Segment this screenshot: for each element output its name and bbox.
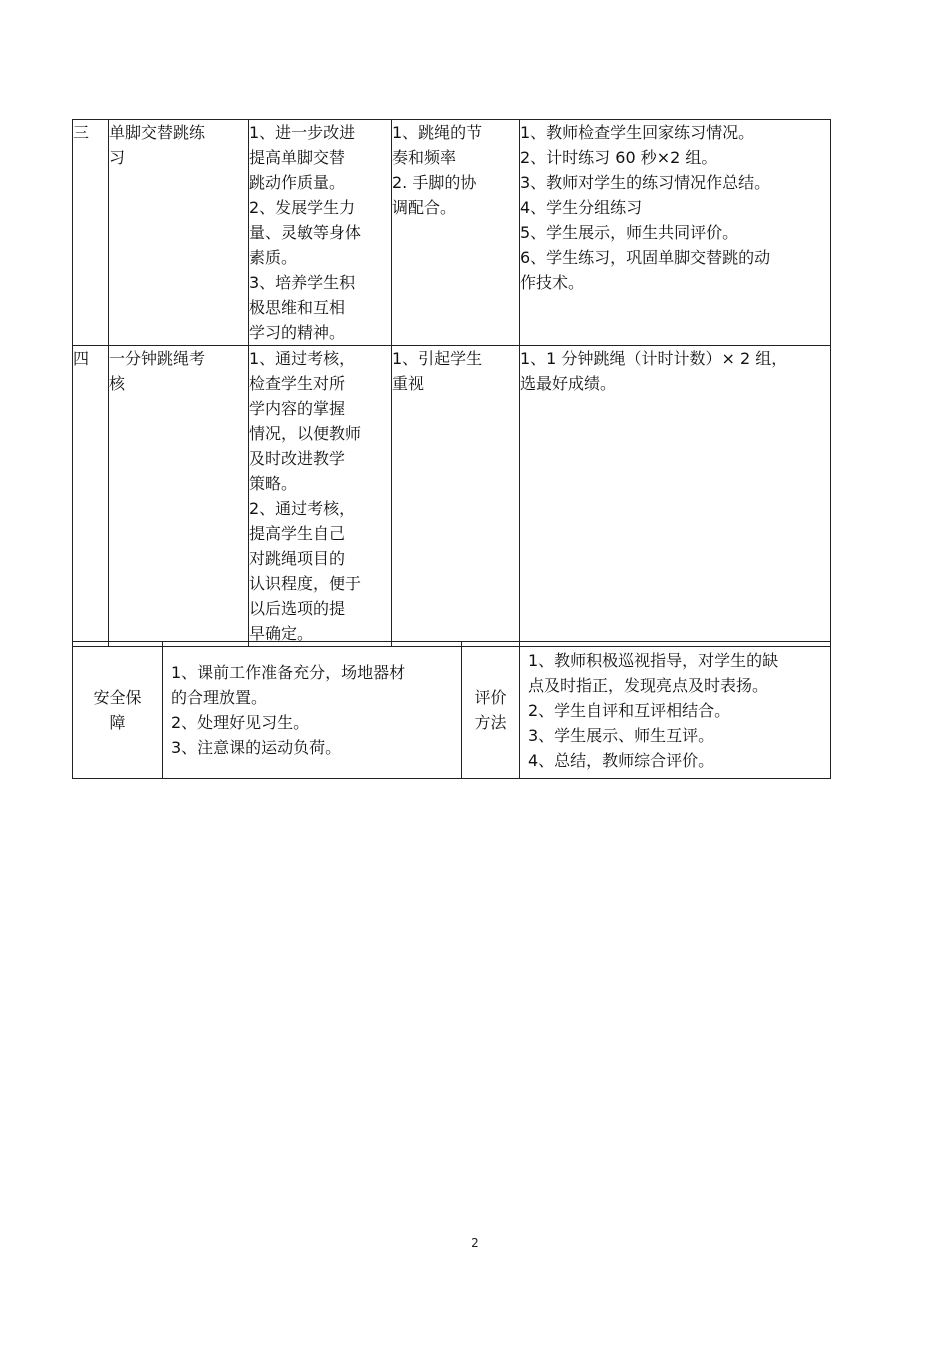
goal-line: 情况，以便教师 [249, 424, 362, 443]
row-number: 三 [73, 123, 90, 142]
content-cell [109, 346, 249, 647]
method-line: 1、教师检查学生回家练习情况。 [520, 123, 755, 142]
evaluation-item-line: 点及时指正，发现亮点及时表扬。 [528, 675, 769, 695]
evaluation-item-line: 1、教师积极巡视指导，对学生的缺 [528, 650, 779, 670]
safety-item-line: 3、注意课的运动负荷。 [171, 738, 342, 757]
key-line: 1、引起学生 [392, 349, 483, 368]
goal-line: 跳动作质量。 [249, 173, 346, 192]
key-line: 奏和频率 [392, 148, 457, 167]
safety-label-line: 安全保 [93, 688, 142, 707]
evaluation-label-line: 评价 [474, 688, 507, 707]
evaluation-label-line: 方法 [474, 713, 507, 732]
key-line: 1、跳绳的节 [392, 123, 483, 142]
goal-line: 素质。 [249, 248, 298, 267]
content-cell [109, 120, 249, 346]
goal-line: 1、进一步改进 [249, 123, 356, 142]
safety-item-line: 的合理放置。 [171, 688, 268, 707]
goal-line: 提高学生自己 [249, 524, 346, 543]
goal-line: 及时改进教学 [249, 449, 346, 468]
goal-line: 1、通过考核， [249, 349, 356, 368]
lesson-table [72, 119, 831, 647]
key-line: 重视 [392, 374, 425, 393]
method-line: 作技术。 [520, 273, 585, 292]
method-line: 1、1 分钟跳绳（计时计数）× 2 组， [520, 349, 788, 368]
table-row [73, 120, 831, 346]
method-line: 2、计时练习 60 秒×2 组。 [520, 148, 718, 167]
evaluation-item-line: 3、学生展示、师生互评。 [528, 725, 715, 745]
safety-items-cell [163, 642, 462, 779]
goal-line: 早确定。 [249, 624, 314, 643]
safety-item-line: 1、课前工作准备充分，场地器材 [171, 663, 406, 682]
method-cell [520, 120, 831, 346]
evaluation-item-line: 2、学生自评和互评相结合。 [528, 700, 731, 720]
safety-label-line: 障 [109, 713, 126, 732]
method-line: 选最好成绩。 [520, 374, 617, 393]
content-line: 核 [109, 374, 126, 393]
goal-line: 2、通过考核， [249, 499, 356, 518]
method-line: 4、学生分组练习 [520, 198, 643, 217]
key-line: 2. 手脚的协 [392, 173, 477, 192]
goal-line: 3、培养学生积 [249, 273, 356, 292]
goal-line: 学内容的掌握 [249, 399, 346, 418]
evaluation-items-cell [520, 642, 831, 779]
key-line: 调配合。 [392, 198, 457, 217]
goal-line: 策略。 [249, 474, 298, 493]
method-line: 3、教师对学生的练习情况作总结。 [520, 173, 771, 192]
table-row [73, 346, 831, 647]
safety-item-line: 2、处理好见习生。 [171, 713, 310, 732]
content-line: 一分钟跳绳考 [109, 349, 206, 368]
goal-line: 提高单脚交替 [249, 148, 346, 167]
goal-line: 学习的精神。 [249, 323, 346, 342]
evaluation-label-cell [462, 642, 520, 779]
method-line: 6、学生练习，巩固单脚交替跳的动 [520, 248, 771, 267]
key-points-cell [392, 346, 520, 647]
evaluation-item-line: 4、总结，教师综合评价。 [528, 750, 715, 770]
goal-line: 检查学生对所 [249, 374, 346, 393]
safety-label-cell [73, 642, 163, 779]
goals-cell [249, 346, 392, 647]
goal-line: 2、发展学生力 [249, 198, 356, 217]
safety-evaluation-table [72, 641, 831, 779]
content-line: 习 [109, 148, 126, 167]
method-line: 5、学生展示，师生共同评价。 [520, 223, 739, 242]
goal-line: 极思维和互相 [249, 298, 346, 317]
goal-line: 对跳绳项目的 [249, 549, 346, 568]
row-number: 四 [73, 349, 90, 368]
key-points-cell [392, 120, 520, 346]
goals-cell [249, 120, 392, 346]
goal-line: 以后选项的提 [249, 599, 346, 618]
page-number: 2 [471, 1236, 479, 1250]
goal-line: 认识程度，便于 [249, 574, 362, 593]
goal-line: 量、灵敏等身体 [249, 223, 362, 242]
row-number-cell [73, 120, 109, 346]
row-number-cell [73, 346, 109, 647]
method-cell [520, 346, 831, 647]
table-row [73, 642, 831, 779]
content-line: 单脚交替跳练 [109, 123, 206, 142]
